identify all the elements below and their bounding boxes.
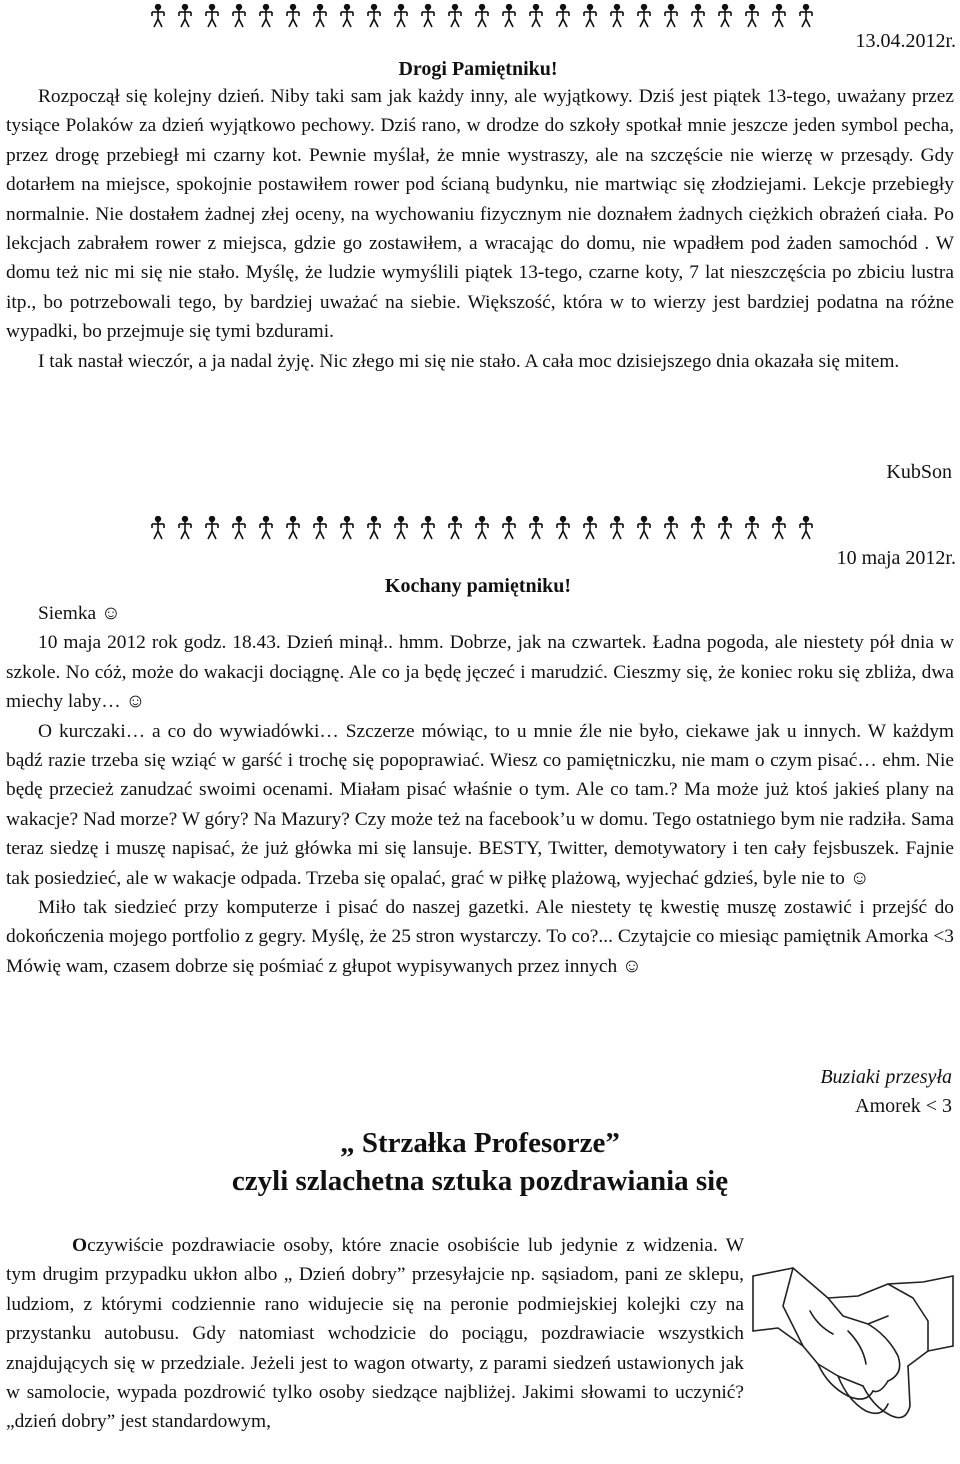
stick-figure-icon: [528, 4, 544, 28]
stick-figure-icon: [663, 4, 679, 28]
stick-figure-icon: [231, 4, 247, 28]
stick-figure-icon: [258, 516, 274, 540]
entry2-paragraph-2: O kurczaki… a co do wywiadówki… Szczerze mówiąc, to u mnie źle nie było, ciekawe jak u innych. W każdym bądź razie trzeba się wziąć w garść i trochę się popoprawiać. Wiesz co pamiętniczku, nie mam o czym pisać… ehm. Nie będę przecież zanudzać swoimi ocenami. Miałam pisać właśnie o tym. Ale co tam.? Ma może już ktoś jakieś plany na wakacje? Nad morze? W góry? Na Mazury? Czy może też na facebook’u w domu. Tego ostatniego bym nie radziła. Sama teraz siedzę i muszę napisać, że już główka mi się lansuje. BESTY, Twitter, demotywatory i ten cały fejsbuszek. Fajnie tak posiedzieć, ale w wakacje odpada. Trzeba się opalać, grać w piłkę plażową, wyjechać gdzieś, byle nie to ☺: [6, 720, 954, 889]
entry2-greeting: Kochany pamiętniku!: [384, 575, 572, 597]
entry1-paragraph-2: I tak nastał wieczór, a ja nadal żyję. Nic złego mi się nie stało. A cała moc dzisiejszego dnia okazała się mitem.: [38, 350, 900, 372]
article-body: [6, 1231, 744, 1437]
stick-figure-icon: [717, 516, 733, 540]
entry2-body: [6, 599, 954, 981]
stick-figure-icon: [636, 516, 652, 540]
stick-figure-icon: [447, 516, 463, 540]
stick-figure-icon: [555, 516, 571, 540]
handshake-illustration: [748, 1236, 958, 1436]
stick-figure-icon: [231, 516, 247, 540]
stick-figure-icon: [663, 516, 679, 540]
article-text: czywiście pozdrawiacie osoby, które znacie osobiście lub jedynie z widzenia. W tym drugim przypadku ukłon albo „ Dzień dobry” przesyłajcie np. sąsiadom, pani ze sklepu, ludziom, z którymi codziennie rano widujecie się na peronie podmiejskiej kolejki czy na przystanku autobusu. Gdy natomiast wchodzicie do pociągu, pozdrawiacie wszystkich znajdujących się w przedziale. Jeżeli jest to wagon otwarty, z parami siedzeń ustawionych jak w samolocie, wypada pozdrowić tylko osoby siedzące najbliżej. Jakimi słowami to uczynić? „dzień dobry” jest standardowym,: [6, 1235, 744, 1433]
entry1-date: 13.04.2012r.: [855, 30, 956, 52]
stick-figure-icon: [744, 516, 760, 540]
stick-figure-icon: [690, 4, 706, 28]
stick-figure-icon: [555, 4, 571, 28]
stick-figure-icon: [474, 4, 490, 28]
entry2-paragraph-3: Miło tak siedzieć przy komputerze i pisać do naszej gazetki. Ale niestety tę kwestię muszę zostawić i przejść do dokończenia mojego portfolio z gegry. Myślę, że 25 stron wystarczy. To co?... Czytajcie co miesiąc pamiętnik Amorka <3 Mówię wam, czasem dobrze się pośmiać z głupot wypisywanych przez innych ☺: [6, 897, 954, 977]
stick-figure-icon: [717, 4, 733, 28]
stick-figure-icon: [771, 4, 787, 28]
entry1-body: [6, 82, 954, 376]
article-drop-letter: O: [72, 1235, 88, 1256]
ornament-row-top: [150, 4, 814, 30]
stick-figure-icon: [258, 4, 274, 28]
stick-figure-icon: [420, 4, 436, 28]
stick-figure-icon: [528, 516, 544, 540]
stick-figure-icon: [339, 4, 355, 28]
stick-figure-icon: [609, 516, 625, 540]
entry2-signature: Amorek < 3: [855, 1095, 952, 1117]
stick-figure-icon: [285, 516, 301, 540]
entry1-paragraph-1: Rozpoczął się kolejny dzień. Niby taki sam jak każdy inny, ale wyjątkowy. Dziś jest piątek 13-tego, uważany przez tysiące Polaków za dzień wyjątkowo pechowy. Dziś rano, w drodze do szkoły spotkał mnie jeszcze jeden symbol pecha, przez drogę przebiegł mi czarny kot. Pewnie myślał, że mnie wystraszy, ale na szczęście nie wierzę w przesądy. Gdy dotarłem na miejsce, spokojnie postawiłem rower pod ścianą budynku, nie martwiąc się złodziejami. Lekcje przebiegły normalnie. Nie dostałem żadnej złej oceny, na wychowaniu fizycznym nie doznałem żadnych ciężkich obrażeń ciała. Po lekcjach zabrałem rower z miejsca, gdzie go zostawiłem, a wracając do domu, nie wpadłem pod żaden samochód . W domu też nic mi się nie stało. Myślę, że ludzie wymyślili piątek 13-tego, czarne koty, 7 lat nieszczęścia po zbiciu lustra itp., bo potrzebowali tego, by bardziej uważać na siebie. Większość, która w to wierzy jest bardziej podatna na różne wypadki, bo przejmuje się tymi bzdurami.: [6, 86, 954, 343]
stick-figure-icon: [744, 4, 760, 28]
stick-figure-icon: [771, 516, 787, 540]
entry1-greeting: Drogi Pamiętniku!: [398, 58, 558, 80]
stick-figure-icon: [285, 4, 301, 28]
stick-figure-icon: [582, 516, 598, 540]
stick-figure-icon: [393, 516, 409, 540]
stick-figure-icon: [798, 516, 814, 540]
entry2-paragraph-1: 10 maja 2012 rok godz. 18.43. Dzień minął.. hmm. Dobrze, jak na czwartek. Ładna pogoda, ale niestety pół dnia w szkole. No cóż, może do wakacji dociągnę. Ale co ja będę jęczeć i marudzić. Cieszmy się, że koniec roku się zbliża, dwa miechy laby… ☺: [6, 632, 954, 713]
entry2-closing: Buziaki przesyła: [820, 1066, 952, 1088]
stick-figure-icon: [204, 516, 220, 540]
stick-figure-icon: [312, 516, 328, 540]
ornament-row-middle: [150, 516, 814, 542]
handshake-icon: [748, 1236, 958, 1436]
stick-figure-icon: [177, 516, 193, 540]
stick-figure-icon: [798, 4, 814, 28]
stick-figure-icon: [609, 4, 625, 28]
stick-figure-icon: [393, 4, 409, 28]
stick-figure-icon: [501, 516, 517, 540]
stick-figure-icon: [177, 4, 193, 28]
entry2-date: 10 maja 2012r.: [836, 547, 956, 569]
stick-figure-icon: [420, 516, 436, 540]
article-title-line-1: „ Strzałka Profesorze”: [340, 1127, 620, 1159]
stick-figure-icon: [339, 516, 355, 540]
entry1-signature: KubSon: [886, 461, 952, 483]
entry2-salutation: Siemka ☺: [38, 603, 121, 624]
stick-figure-icon: [366, 516, 382, 540]
stick-figure-icon: [150, 4, 166, 28]
stick-figure-icon: [501, 4, 517, 28]
stick-figure-icon: [204, 4, 220, 28]
stick-figure-icon: [474, 516, 490, 540]
article-title-line-2: czyli szlachetna sztuka pozdrawiania się: [231, 1165, 729, 1197]
stick-figure-icon: [690, 516, 706, 540]
stick-figure-icon: [150, 516, 166, 540]
stick-figure-icon: [447, 4, 463, 28]
stick-figure-icon: [312, 4, 328, 28]
stick-figure-icon: [366, 4, 382, 28]
stick-figure-icon: [582, 4, 598, 28]
stick-figure-icon: [636, 4, 652, 28]
